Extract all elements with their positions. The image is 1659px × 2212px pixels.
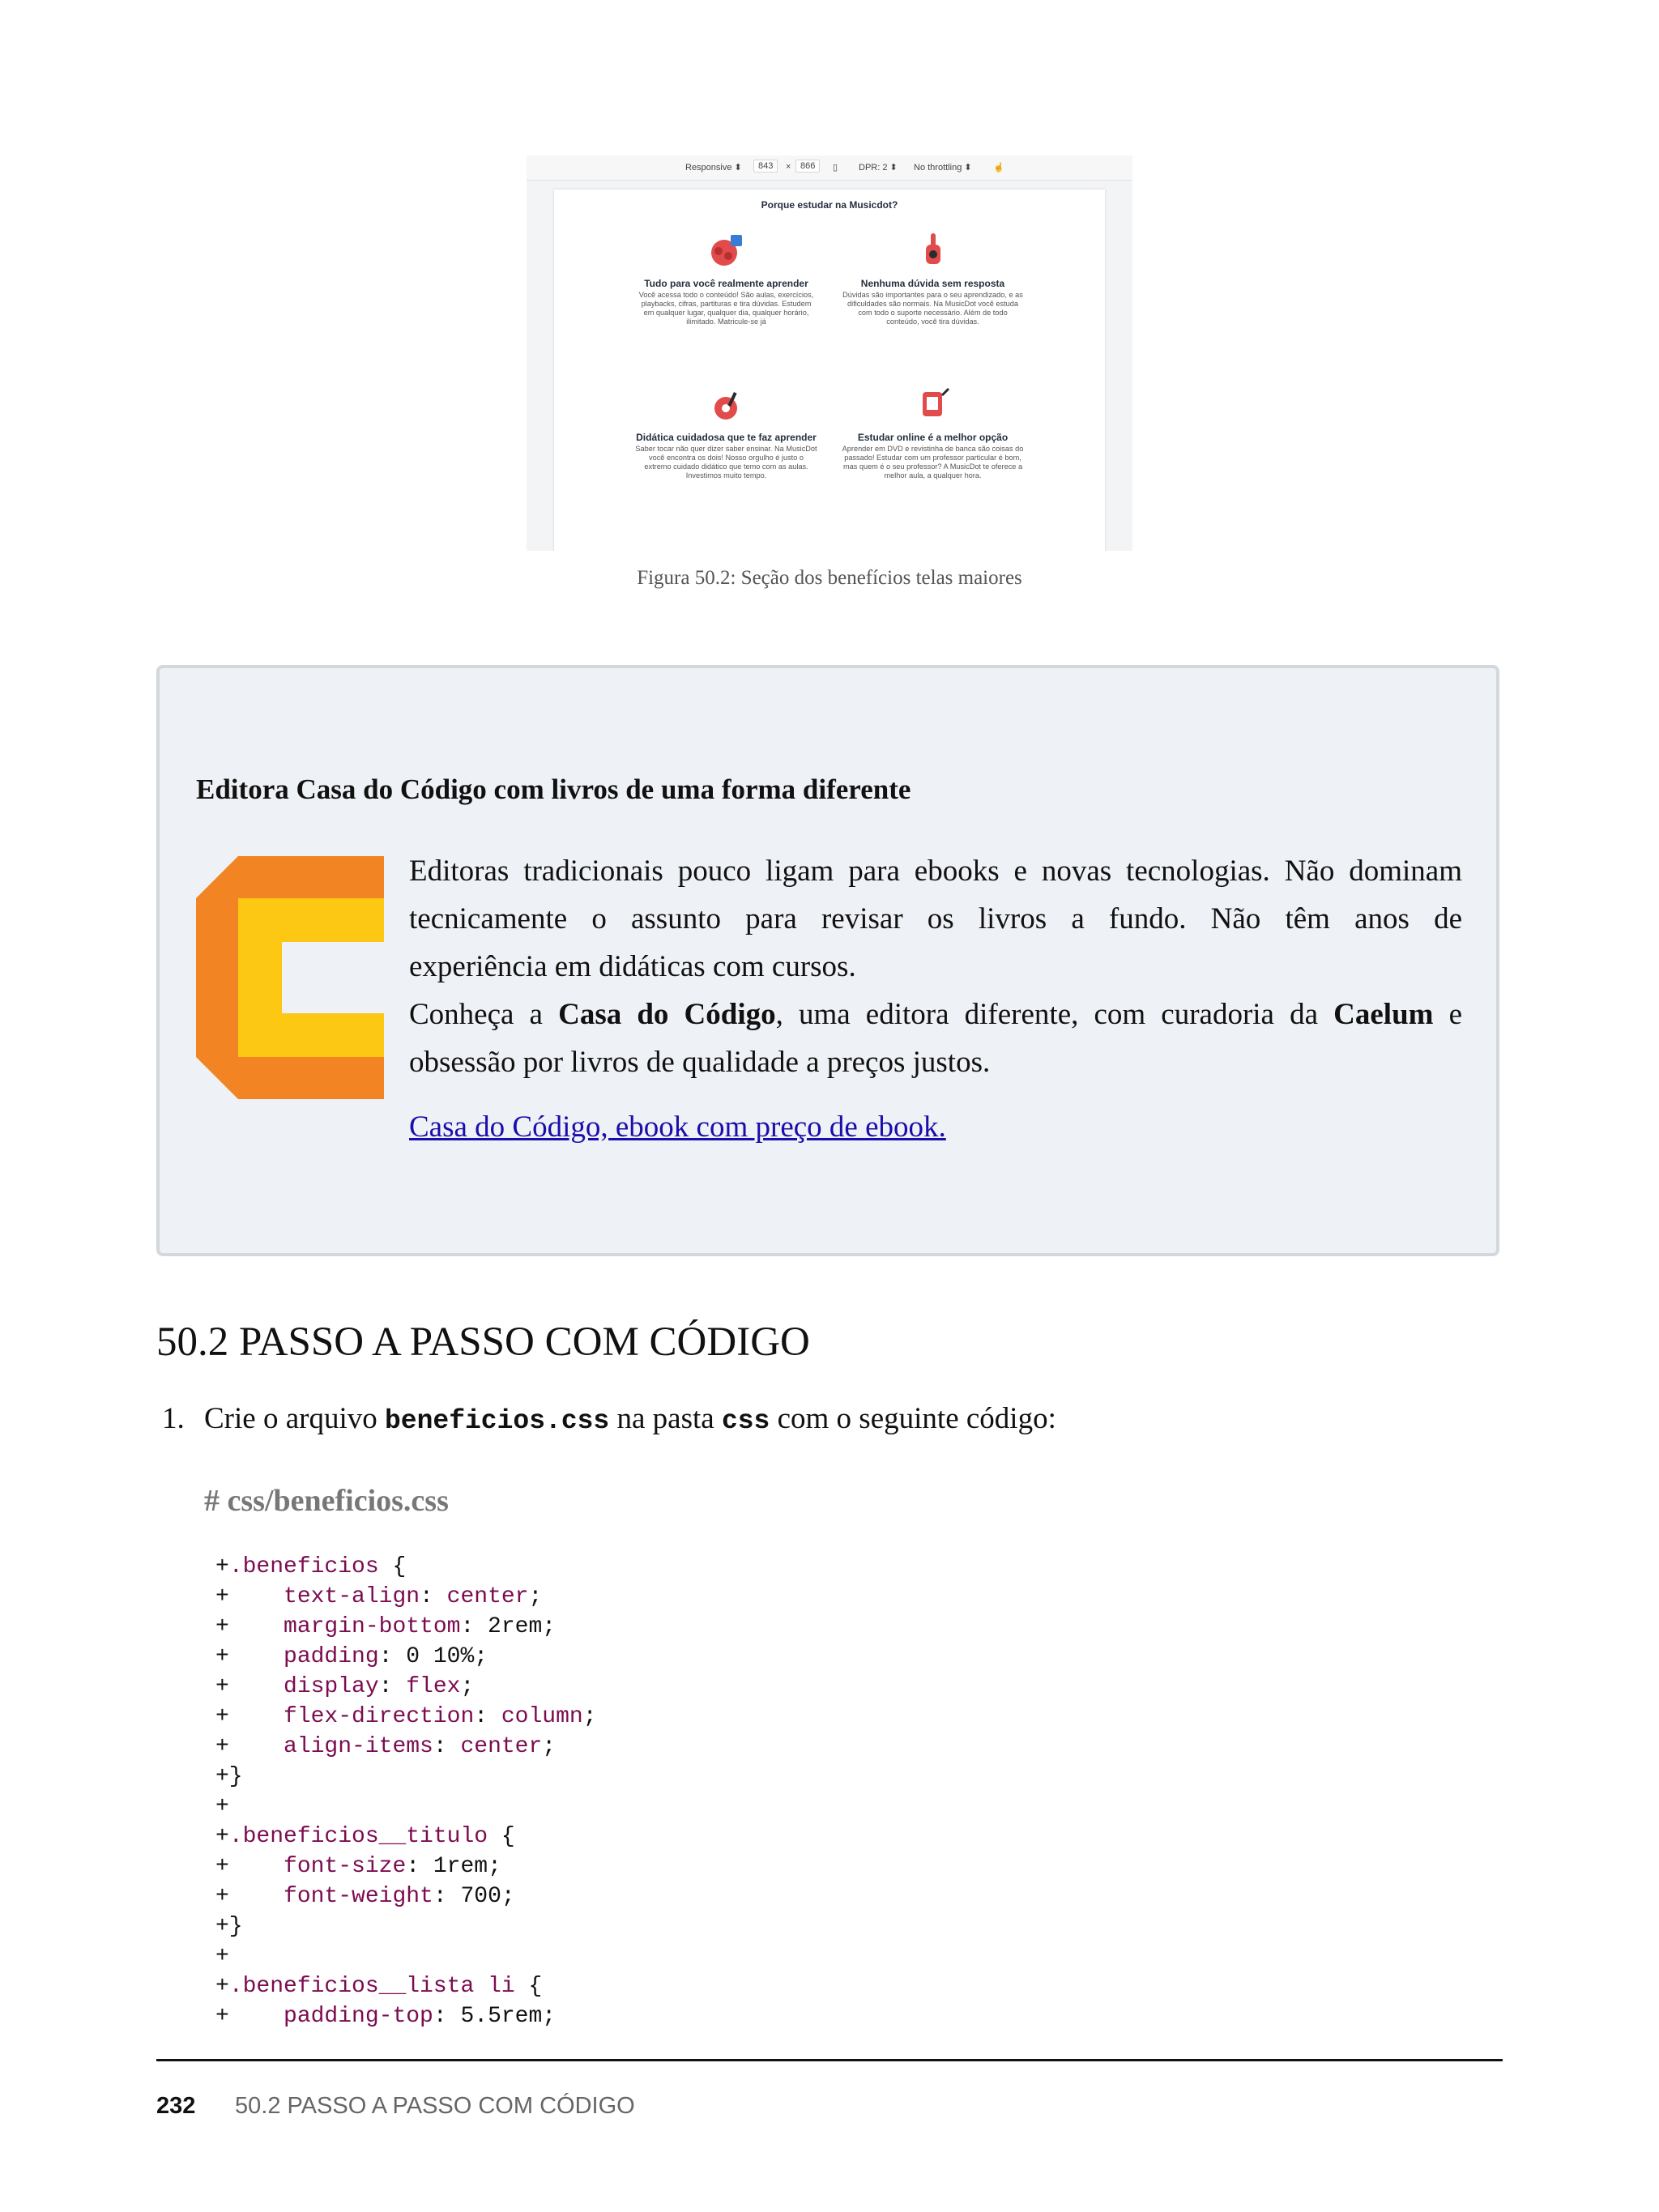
code-token: : (474, 1704, 501, 1729)
code-line (215, 1552, 1495, 1582)
devtools-toolbar (527, 156, 1132, 181)
tablet-icon (913, 384, 953, 424)
code-line (215, 1941, 1495, 1971)
code-token-keyword: margin-bottom (284, 1614, 461, 1639)
code-line (215, 1822, 1495, 1852)
code-token-keyword: column (501, 1704, 583, 1729)
code-token: + (215, 1614, 284, 1639)
code-token-keyword: flex-direction (284, 1704, 475, 1729)
benefit-text: Dúvidas são importantes para o seu aprendizado, e as dificuldades são normais. Na MusicDot você estuda com todo o suporte necessário. Além de todo conteúdo, você tira dúvidas. (842, 291, 1023, 326)
code-token: + (215, 1734, 284, 1759)
benefit-title: Didática cuidadosa que te faz aprender (636, 432, 817, 443)
code-line (215, 1971, 1495, 2001)
code-token: : (433, 1734, 461, 1759)
device-select: Responsive ⬍ (685, 163, 742, 173)
code-token-keyword: display (284, 1674, 379, 1699)
code-token: + (215, 1794, 229, 1819)
benefit-text: Saber tocar não quer dizer saber ensinar. Na MusicDot você encontra os dois! Nosso orgulho é justo o extremo cuidado didático que temo com as aulas. Investimos muito tempo. (635, 445, 817, 479)
code-token: + (215, 1944, 229, 1969)
code-line (215, 1702, 1495, 1732)
code-token-keyword: font-weight (284, 1884, 433, 1909)
ad-paragraph-line: experiência em didáticas com cursos. (409, 950, 856, 983)
code-token: : 2rem; (460, 1614, 557, 1639)
code-line (215, 1582, 1495, 1612)
code-token: : (378, 1674, 407, 1699)
code-line (215, 1642, 1495, 1672)
running-head: 50.2 PASSO A PASSO COM CÓDIGO (235, 2093, 635, 2119)
code-token-keyword: padding-top (284, 2004, 433, 2029)
ad-text: , uma editora diferente, com curadoria da (775, 998, 1334, 1031)
ad-text: Conheça a (409, 998, 559, 1031)
code-token: : 1rem; (406, 1854, 501, 1879)
code-token: : 700; (433, 1884, 515, 1909)
ad-text: e (1433, 998, 1463, 1031)
code-token-keyword: padding (284, 1644, 379, 1669)
code-token-keyword: .beneficios (228, 1554, 379, 1579)
page-number: 232 (156, 2093, 196, 2119)
benefit-title: Estudar online é a melhor opção (857, 432, 1009, 443)
benefit-item (842, 230, 1024, 326)
code-token-keyword: font-size (284, 1854, 407, 1879)
rotate-icon: ▯ (833, 163, 838, 173)
casa-do-codigo-logo (196, 856, 384, 1099)
music-notes-icon (706, 230, 747, 271)
step-text: com o seguinte código: (770, 1402, 1056, 1435)
inline-code-filename: beneficios.css (384, 1406, 610, 1436)
benefit-item (635, 384, 817, 480)
dpr-select: DPR: 2 ⬍ (859, 163, 898, 173)
code-token: + (215, 1854, 284, 1879)
code-token: { (488, 1824, 515, 1849)
code-token-keyword: .beneficios__titulo (228, 1824, 488, 1849)
code-token-keyword: text-align (284, 1584, 420, 1609)
code-line (215, 1612, 1495, 1642)
code-token: + (215, 2004, 284, 2029)
code-token: ; (582, 1704, 597, 1729)
code-line (215, 1852, 1495, 1882)
code-token: ; (528, 1584, 543, 1609)
step-text: Crie o arquivo (204, 1402, 385, 1435)
brand-name: Caelum (1333, 998, 1434, 1031)
ad-paragraph-line: Editoras tradicionais pouco ligam para ebooks e novas tecnologias. Não dominam (409, 855, 1462, 888)
code-filename: # css/beneficios.css (204, 1484, 449, 1518)
footer-rule (156, 2059, 1503, 2061)
dimension-separator: × (786, 162, 791, 172)
benefits-heading: Porque estudar na Musicdot? (761, 199, 898, 211)
code-token: + (215, 1674, 284, 1699)
touch-icon: ☝ (993, 163, 1004, 173)
code-line (215, 1792, 1495, 1822)
benefit-item (842, 384, 1024, 480)
code-token: + (215, 1974, 229, 1999)
width-field: 843 (753, 160, 778, 173)
code-token: + (215, 1584, 284, 1609)
step-number: 1. (162, 1402, 185, 1435)
code-line (215, 1762, 1495, 1792)
code-line (215, 1912, 1495, 1941)
inline-code-folder: css (721, 1406, 770, 1436)
code-block (215, 1552, 1495, 2038)
code-line (215, 1882, 1495, 1912)
ad-link[interactable]: Casa do Código, ebook com preço de ebook. (409, 1110, 946, 1144)
code-token-keyword: center (446, 1584, 529, 1609)
code-token-keyword: align-items (284, 1734, 433, 1759)
code-token: +} (215, 1914, 243, 1939)
benefit-text: Aprender em DVD e revistinha de banca são coisas do passado! Estudar com um professor particular é bom, mas quem é o seu professor? A MusicDot te oferece a melhor aula, a qualquer hora. (842, 445, 1024, 479)
code-token-keyword: .beneficios__lista li (228, 1974, 515, 1999)
code-token: + (215, 1824, 229, 1849)
code-token: + (215, 1884, 284, 1909)
height-field: 866 (795, 160, 820, 173)
code-line (215, 1672, 1495, 1702)
page-viewport (554, 190, 1105, 551)
ad-paragraph-line (409, 991, 1462, 1038)
code-token: : 0 10%; (378, 1644, 488, 1669)
benefit-title: Nenhuma dúvida sem resposta (860, 278, 1005, 289)
throttle-select: No throttling ⬍ (914, 163, 972, 173)
code-line (215, 2001, 1495, 2031)
guitar-icon (706, 384, 747, 424)
ad-paragraph-line: obsessão por livros de qualidade a preços justos. (409, 1046, 991, 1079)
benefit-text: Você acessa todo o conteúdo! São aulas, exercícios, playbacks, cifras, partituras e tira dúvidas. Estudem em qualquer lugar, qualquer dia, qualquer horário, ilimitado. Matricule-se já (638, 291, 814, 326)
step-instruction (204, 1401, 1056, 1436)
ad-title: Editora Casa do Código com livros de uma forma diferente (196, 774, 911, 805)
code-token: : 5.5rem; (433, 2004, 557, 2029)
section-heading: 50.2 PASSO A PASSO COM CÓDIGO (156, 1319, 810, 1365)
step-text: na pasta (609, 1402, 722, 1435)
code-token: + (215, 1704, 284, 1729)
benefit-item (635, 230, 817, 326)
ad-paragraph-line: tecnicamente o assunto para revisar os livros a fundo. Não têm anos de (409, 902, 1462, 936)
brand-name: Casa do Código (558, 998, 776, 1031)
code-token: ; (542, 1734, 557, 1759)
code-line (215, 1732, 1495, 1762)
code-token: : (420, 1584, 447, 1609)
code-token-keyword: flex (406, 1674, 461, 1699)
code-token-keyword: center (460, 1734, 543, 1759)
code-token: { (378, 1554, 407, 1579)
benefit-title: Tudo para você realmente aprender (644, 278, 808, 289)
code-token: ; (460, 1674, 475, 1699)
code-token: { (514, 1974, 543, 1999)
figure-screenshot (527, 156, 1132, 551)
hand-icon (913, 230, 953, 271)
code-token: + (215, 1644, 284, 1669)
figure-caption: Figura 50.2: Seção dos benefícios telas maiores (637, 567, 1022, 589)
code-token: +} (215, 1764, 243, 1789)
code-token: + (215, 1554, 229, 1579)
